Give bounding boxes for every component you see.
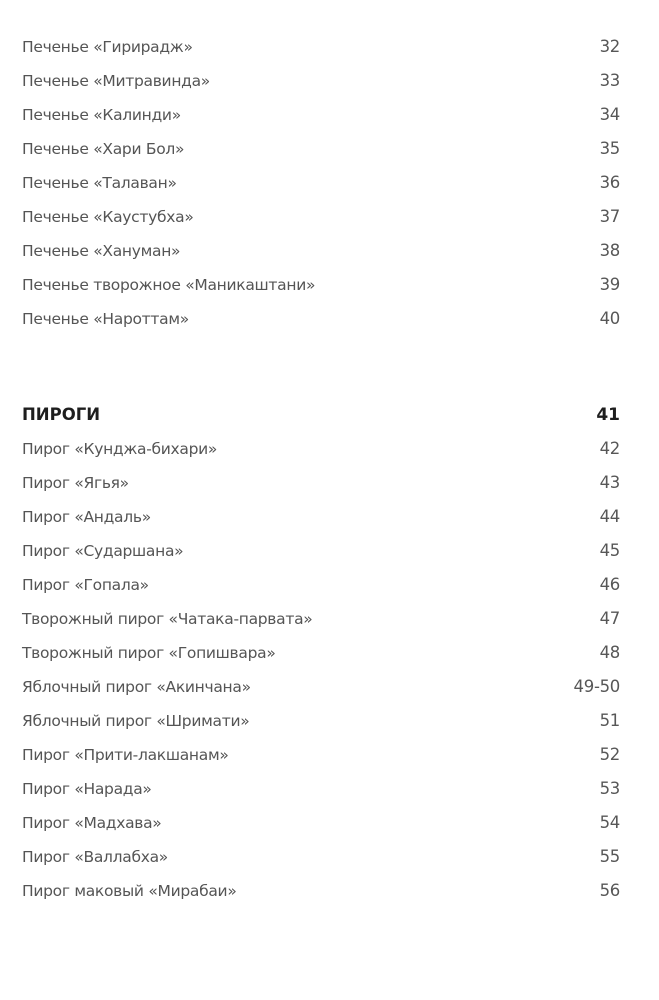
entry-title: Пирог «Кунджа-бихари» [22, 440, 218, 458]
entry-page-number: 54 [599, 813, 620, 832]
entry-page-number: 39 [599, 275, 620, 294]
entry-title: Печенье творожное «Маникаштани» [22, 276, 316, 294]
toc-entry [22, 874, 620, 908]
entry-page-number: 56 [599, 881, 620, 900]
entry-title: Яблочный пирог «Акинчана» [22, 678, 251, 696]
entry-page-number: 46 [599, 575, 620, 594]
entry-page-number: 55 [599, 847, 620, 866]
entry-title: Печенье «Гирирадж» [22, 38, 193, 56]
toc-entry [22, 234, 620, 268]
toc-entry [22, 670, 620, 704]
entry-page-number: 37 [599, 207, 620, 226]
section-heading [22, 398, 620, 432]
toc-entry [22, 772, 620, 806]
entry-page-number: 52 [599, 745, 620, 764]
entry-title: Творожный пирог «Чатака-парвата» [22, 610, 313, 628]
section-heading-page-number: 41 [596, 405, 620, 425]
entry-title: Печенье «Каустубха» [22, 208, 194, 226]
entry-page-number: 36 [599, 173, 620, 192]
entry-page-number: 35 [599, 139, 620, 158]
pies-section [22, 398, 620, 908]
entry-page-number: 47 [599, 609, 620, 628]
toc-entry [22, 636, 620, 670]
entry-title: Печенье «Митравинда» [22, 72, 210, 90]
entry-title: Пирог маковый «Мирабаи» [22, 882, 237, 900]
entry-page-number: 44 [599, 507, 620, 526]
entry-title: Печенье «Нароттам» [22, 310, 189, 328]
entry-page-number: 33 [599, 71, 620, 90]
toc-entry [22, 64, 620, 98]
entry-page-number: 43 [599, 473, 620, 492]
toc-entry [22, 200, 620, 234]
toc-entry [22, 602, 620, 636]
entry-page-number: 40 [599, 309, 620, 328]
entry-title: Печенье «Талаван» [22, 174, 177, 192]
toc-entry [22, 704, 620, 738]
entry-title: Печенье «Калинди» [22, 106, 181, 124]
toc-entry [22, 302, 620, 336]
entry-title: Пирог «Гопала» [22, 576, 149, 594]
toc-entry [22, 534, 620, 568]
entry-title: Пирог «Мадхава» [22, 814, 162, 832]
entry-page-number: 34 [599, 105, 620, 124]
entry-title: Пирог «Нарада» [22, 780, 152, 798]
entry-title: Пирог «Ягья» [22, 474, 129, 492]
entry-page-number: 42 [599, 439, 620, 458]
toc-entry [22, 268, 620, 302]
entry-title: Пирог «Прити-лакшанам» [22, 746, 229, 764]
toc-entry [22, 432, 620, 466]
section-heading-title: ПИРОГИ [22, 405, 101, 424]
entry-page-number: 32 [599, 37, 620, 56]
toc-entry [22, 466, 620, 500]
entry-page-number: 48 [599, 643, 620, 662]
entry-title: Печенье «Хари Бол» [22, 140, 185, 158]
toc-entry [22, 132, 620, 166]
entry-page-number: 45 [599, 541, 620, 560]
entry-title: Пирог «Андаль» [22, 508, 151, 526]
cookies-section [22, 30, 620, 336]
toc-entry [22, 30, 620, 64]
entry-page-number: 51 [599, 711, 620, 730]
entry-title: Печенье «Хануман» [22, 242, 181, 260]
toc-entry [22, 568, 620, 602]
toc-entry [22, 500, 620, 534]
toc-entry [22, 98, 620, 132]
entry-page-number: 49-50 [573, 677, 620, 696]
entry-page-number: 53 [599, 779, 620, 798]
toc-entry [22, 806, 620, 840]
toc-entry [22, 166, 620, 200]
entry-title: Яблочный пирог «Шримати» [22, 712, 250, 730]
toc-entry [22, 738, 620, 772]
entry-title: Пирог «Валлабха» [22, 848, 168, 866]
entry-title: Творожный пирог «Гопишвара» [22, 644, 276, 662]
entry-title: Пирог «Сударшана» [22, 542, 184, 560]
toc-entry [22, 840, 620, 874]
entry-page-number: 38 [599, 241, 620, 260]
